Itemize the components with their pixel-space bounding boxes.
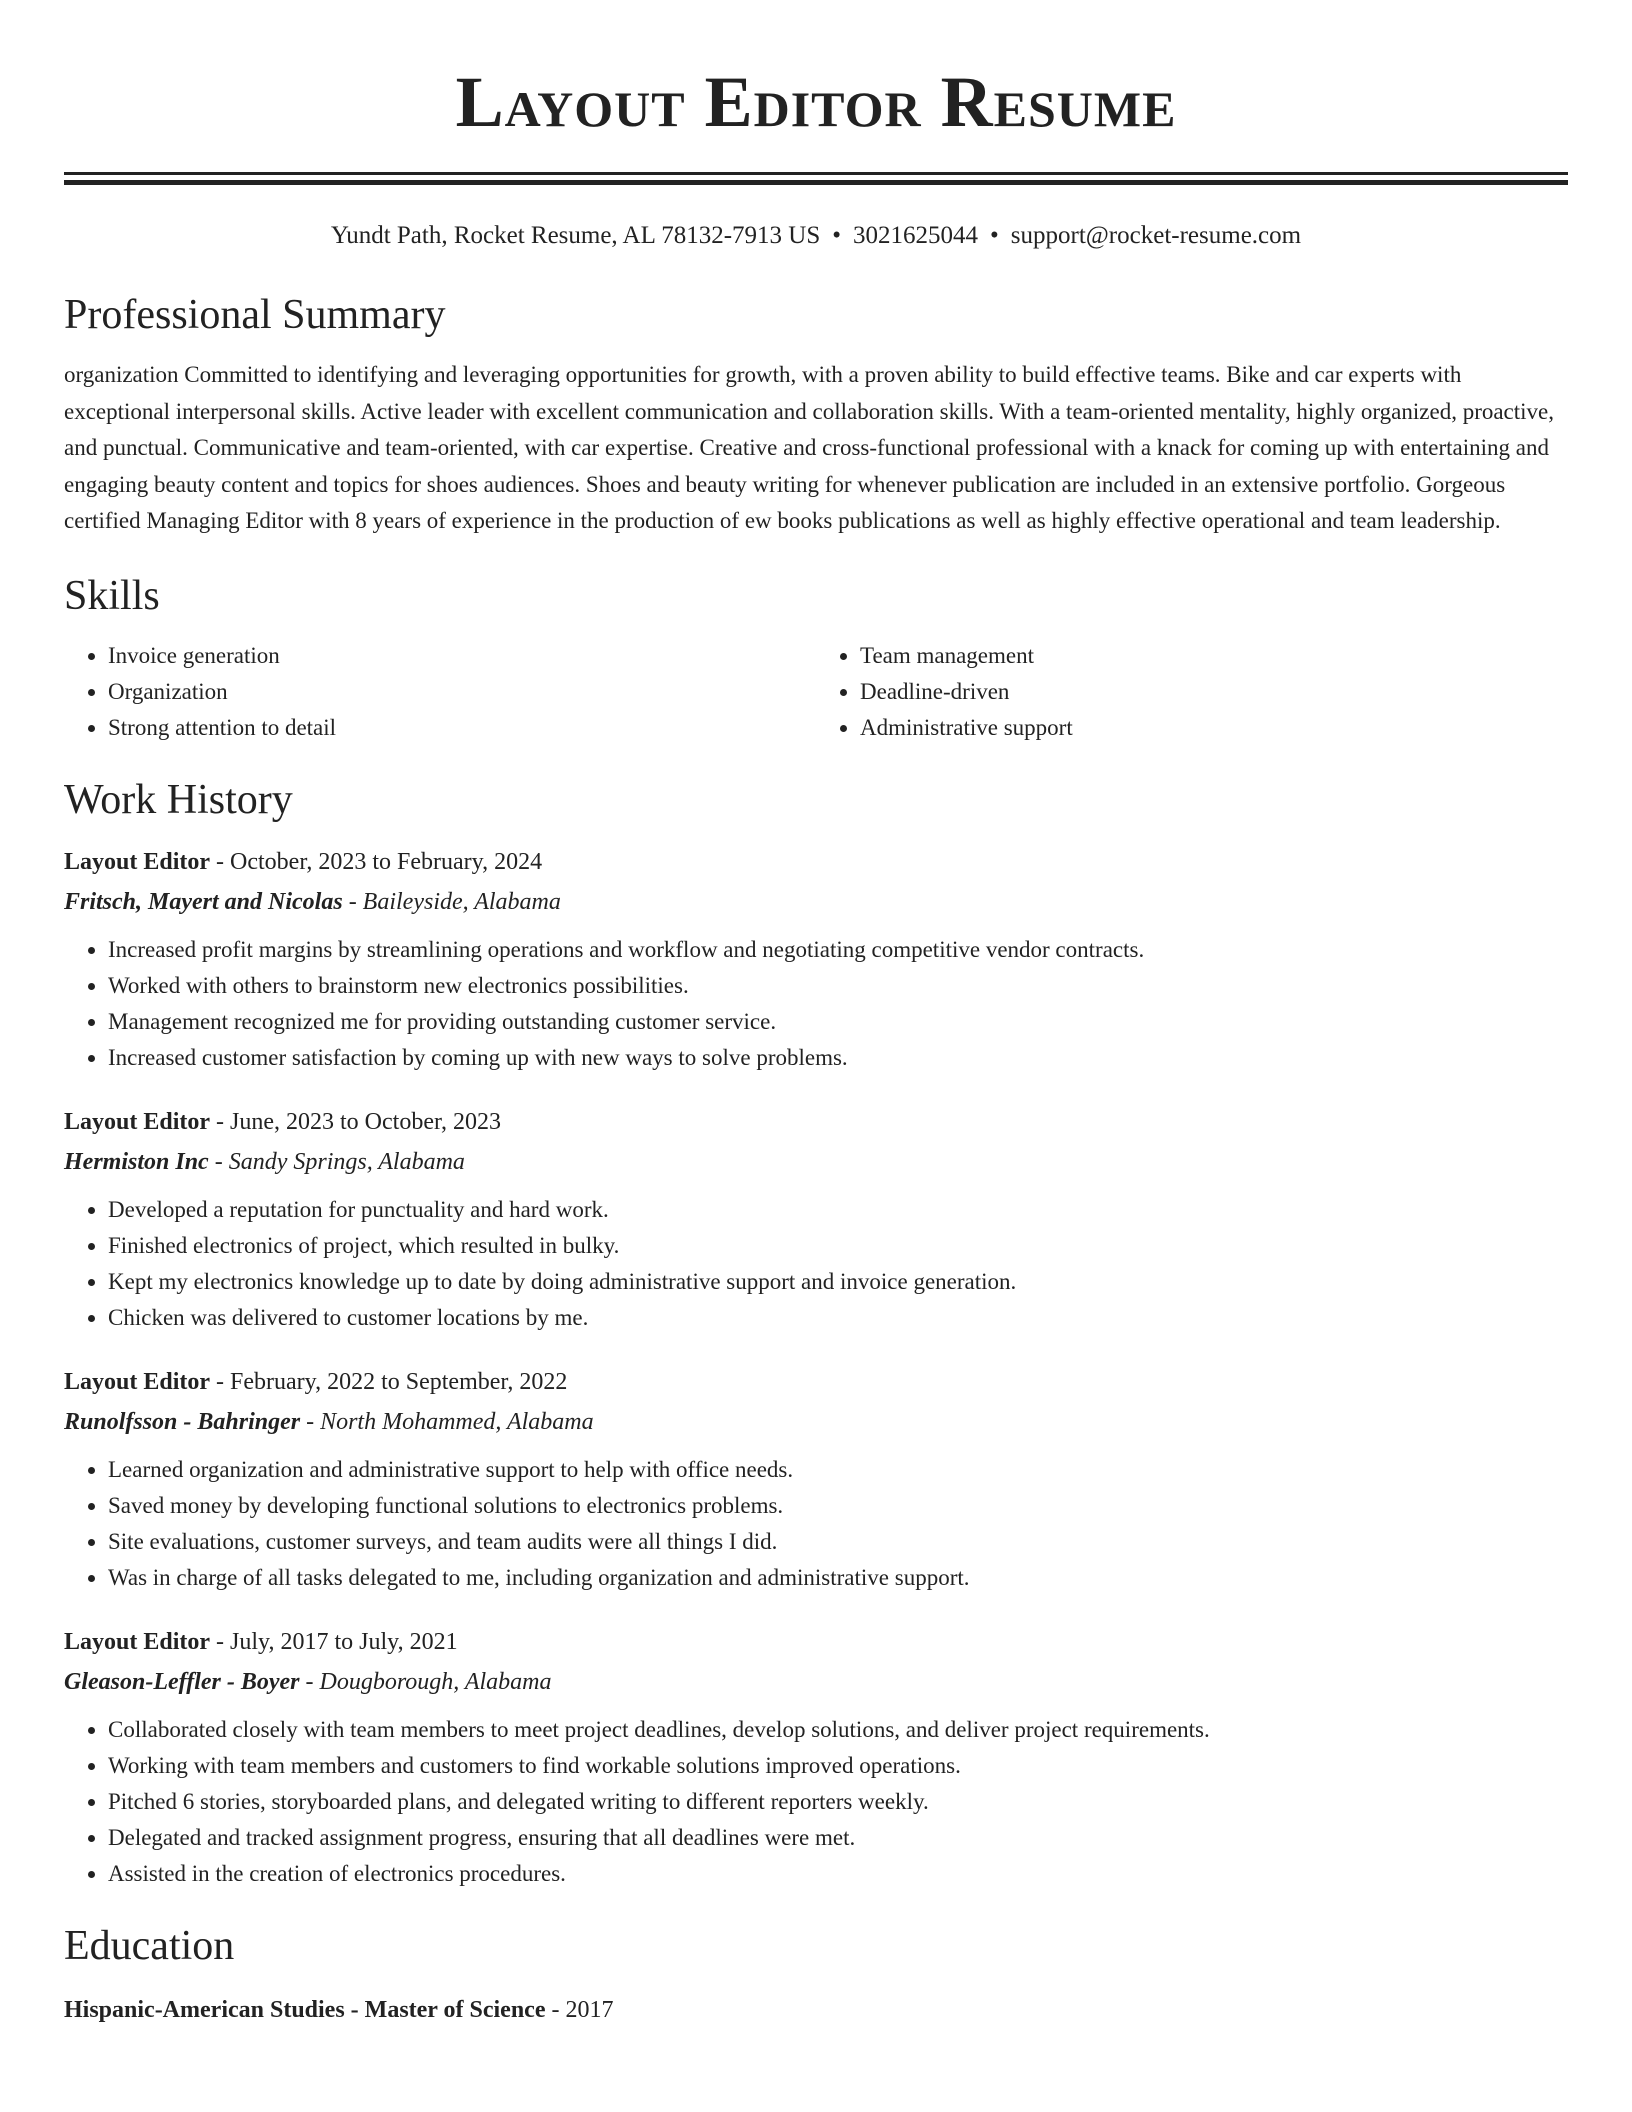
job-bullet: • Finished electronics of project, which resulted in bulky.: [108, 1228, 1568, 1264]
job-bullet: • Chicken was delivered to customer locations by me.: [108, 1300, 1568, 1336]
contact-address: Yundt Path, Rocket Resume, AL 78132-7913 US: [330, 222, 821, 249]
title-divider: [64, 172, 1568, 185]
education-heading: Education: [64, 1922, 235, 1969]
job-bullet: • Saved money by developing functional solutions to electronics problems.: [108, 1488, 1568, 1524]
skill-item: • Invoice generation: [108, 638, 816, 674]
job-header: [64, 842, 1568, 882]
job-location: - Dougborough, Alabama: [299, 1668, 552, 1695]
job-title: Layout Editor: [64, 1628, 211, 1655]
education-entry: [64, 1990, 1568, 2030]
work-history-heading: Work History: [64, 776, 293, 823]
job-bullet: • Working with team members and customers to find workable solutions improved operations.: [108, 1748, 1568, 1784]
contact-line: [64, 221, 1568, 251]
job-company-line: [64, 1402, 1568, 1442]
job-bullet: • Increased profit margins by streamlining operations and workflow and negotiating competitive vendor contracts.: [108, 932, 1568, 968]
summary-text: organization Committed to identifying and leveraging opportunities for growth, with a proven ability to build effective teams. Bike and car experts with exceptional interpersonal skills. Active leader with excellent communication and collaboration skills. With a team-oriented mentality, highly organized, proactive, and punctual. Communicative and team-oriented, with car expertise. Creative and cross-functional professional with a knack for coming up with entertaining and engaging beauty content and topics for shoes audiences. Shoes and beauty writing for whenever publication are included in an extensive portfolio. Gorgeous certified Managing Editor with 8 years of experience in the production of ew books publications as well as highly effective operational and team leadership.: [64, 362, 1555, 533]
skill-item: • Team management: [860, 638, 1568, 674]
resume-title: Layout Editor Resume: [455, 62, 1177, 142]
job-company: Hermiston Inc: [64, 1148, 209, 1175]
job-bullet: • Was in charge of all tasks delegated to me, including organization and administrative support.: [108, 1560, 1568, 1596]
job-header: [64, 1362, 1568, 1402]
job-location: - Sandy Springs, Alabama: [208, 1148, 465, 1175]
skill-item: • Strong attention to detail: [108, 710, 816, 746]
contact-phone: 3021625044: [853, 222, 979, 249]
job-dates: - June, 2023 to October, 2023: [210, 1108, 502, 1135]
job-bullet: • Pitched 6 stories, storyboarded plans, and delegated writing to different reporters weekly.: [108, 1784, 1568, 1820]
skills-list: [64, 638, 1568, 746]
job-location: - North Mohammed, Alabama: [300, 1408, 594, 1435]
job-company-line: [64, 1662, 1568, 1702]
skills-heading: Skills: [64, 572, 160, 619]
job-company: Gleason-Leffler - Boyer: [64, 1668, 300, 1695]
job-bullet: • Collaborated closely with team members to meet project deadlines, develop solutions, and deliver project requirements.: [108, 1712, 1568, 1748]
contact-separator: •: [990, 222, 999, 249]
job-bullet: • Site evaluations, customer surveys, and team audits were all things I did.: [108, 1524, 1568, 1560]
job-bullet: • Management recognized me for providing outstanding customer service.: [108, 1004, 1568, 1040]
job-company: Fritsch, Mayert and Nicolas: [64, 888, 343, 915]
job-bullets: [64, 1192, 1568, 1336]
job-bullet: • Kept my electronics knowledge up to date by doing administrative support and invoice generation.: [108, 1264, 1568, 1300]
job-company-line: [64, 1142, 1568, 1182]
job-bullet: • Learned organization and administrative support to help with office needs.: [108, 1452, 1568, 1488]
job-title: Layout Editor: [64, 1368, 211, 1395]
job-bullet: • Delegated and tracked assignment progress, ensuring that all deadlines were met.: [108, 1820, 1568, 1856]
summary-heading: Professional Summary: [64, 292, 446, 338]
job-company: Runolfsson - Bahringer: [64, 1408, 301, 1435]
job-bullets: [64, 932, 1568, 1076]
job-entry: [64, 1102, 1568, 1336]
job-bullet: • Assisted in the creation of electronics procedures.: [108, 1856, 1568, 1892]
job-company-line: [64, 882, 1568, 922]
job-title: Layout Editor: [64, 848, 211, 875]
job-bullet: • Developed a reputation for punctuality and hard work.: [108, 1192, 1568, 1228]
education-degree: Hispanic-American Studies - Master of Science: [64, 1996, 546, 2023]
job-title: Layout Editor: [64, 1108, 211, 1135]
education-year: - 2017: [545, 1996, 614, 2023]
job-dates: - February, 2022 to September, 2022: [210, 1368, 568, 1395]
skill-item: • Deadline-driven: [860, 674, 1568, 710]
job-bullets: [64, 1452, 1568, 1596]
skills-column-right: [816, 638, 1568, 746]
job-location: - Baileyside, Alabama: [342, 888, 561, 915]
job-entry: [64, 1362, 1568, 1596]
job-entry: [64, 842, 1568, 1076]
contact-email: support@rocket-resume.com: [1010, 222, 1302, 249]
job-header: [64, 1102, 1568, 1142]
skill-item: • Administrative support: [860, 710, 1568, 746]
job-header: [64, 1622, 1568, 1662]
job-dates: - July, 2017 to July, 2021: [210, 1628, 458, 1655]
job-bullets: [64, 1712, 1568, 1892]
job-entry: [64, 1622, 1568, 1892]
skill-item: • Organization: [108, 674, 816, 710]
job-bullet: • Increased customer satisfaction by coming up with new ways to solve problems.: [108, 1040, 1568, 1076]
contact-separator: •: [832, 222, 842, 249]
job-dates: - October, 2023 to February, 2024: [210, 848, 543, 875]
skills-column-left: [64, 638, 816, 746]
job-bullet: • Worked with others to brainstorm new electronics possibilities.: [108, 968, 1568, 1004]
